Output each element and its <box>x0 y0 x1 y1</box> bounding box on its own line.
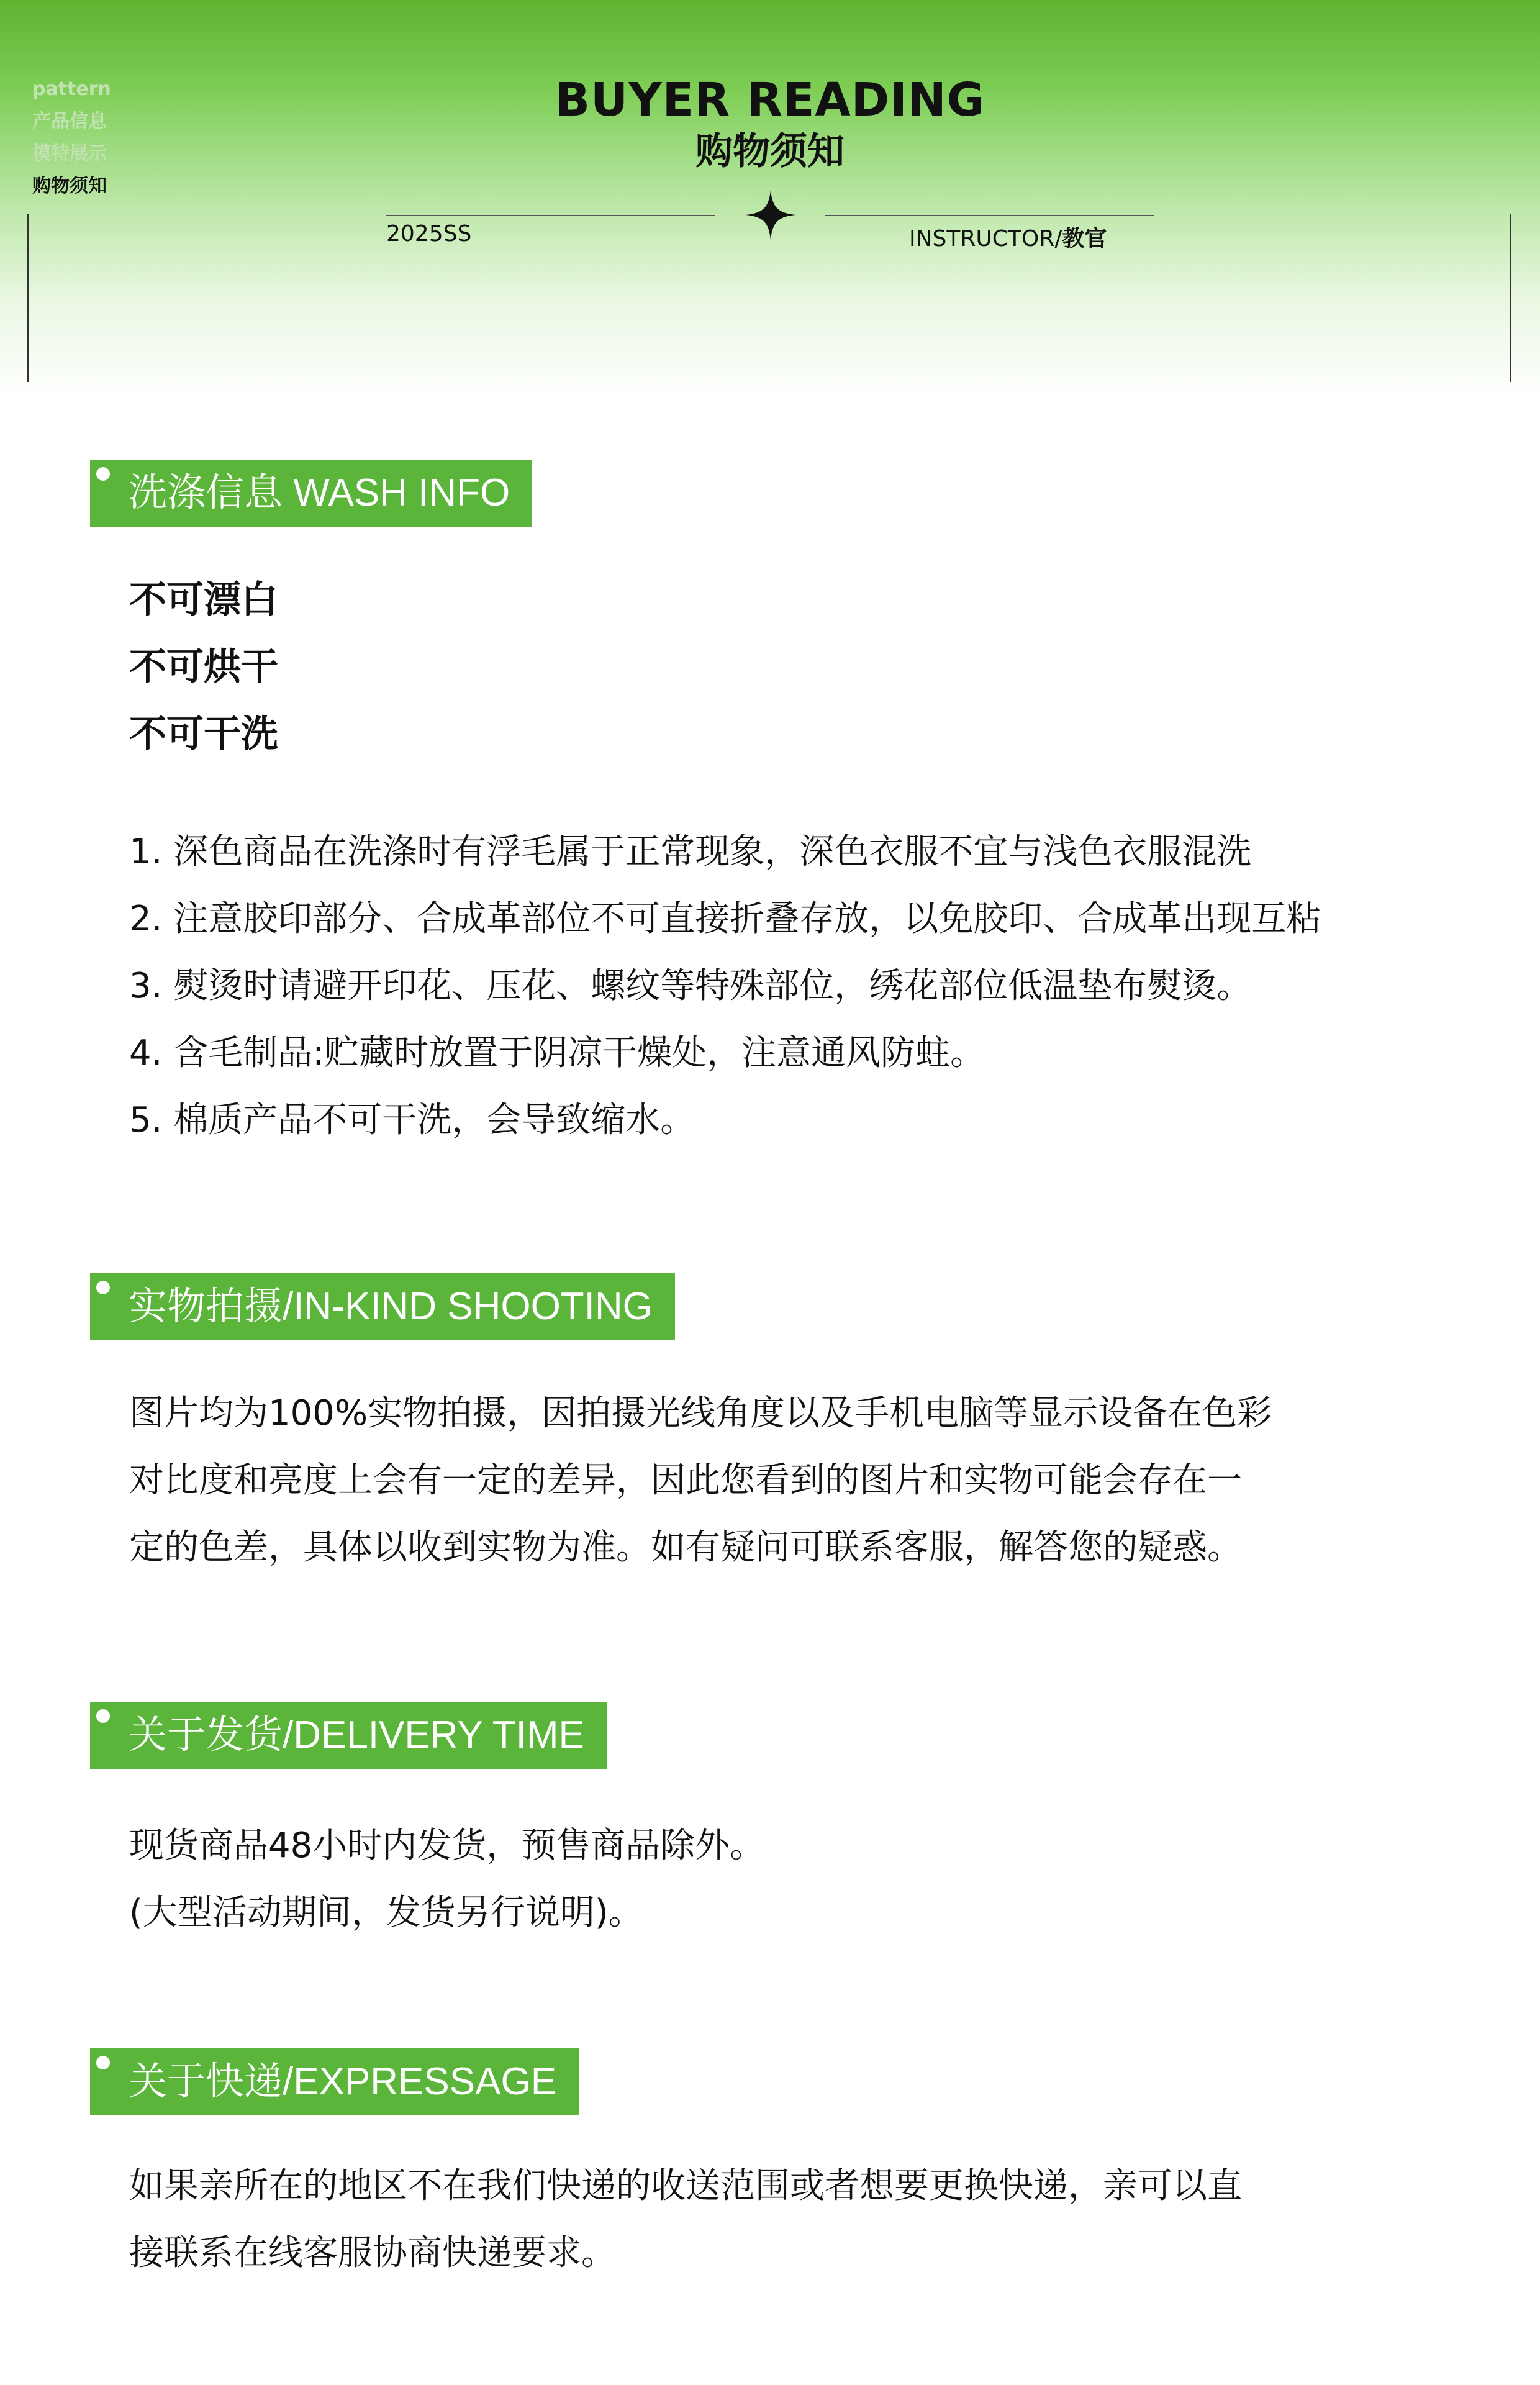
bullet-dot-icon <box>96 467 110 481</box>
wash-info-content <box>129 566 1464 1154</box>
page-title-cn: 购物须知 <box>695 130 845 173</box>
page-title-en: BUYER READING <box>555 73 985 127</box>
delivery-text-line: (大型活动期间，发货另行说明)。 <box>129 1892 643 1933</box>
expressage-content <box>129 2153 1464 2287</box>
bullet-dot-icon <box>96 2056 110 2069</box>
nav-item-2[interactable]: 产品信息 <box>32 111 107 132</box>
delivery-text-line: 现货商品48小时内发货，预售商品除外。 <box>129 1825 765 1866</box>
divider-left <box>386 215 715 216</box>
expressage-text-line: 接联系在线客服协商快递要求。 <box>129 2233 616 2273</box>
four-point-star-icon <box>746 190 795 240</box>
left-frame-line <box>27 214 29 382</box>
section-heading-text: 实物拍摄/IN-KIND SHOOTING <box>129 1285 653 1328</box>
section-heading-expressage <box>90 2048 579 2115</box>
shooting-content <box>129 1380 1464 1581</box>
shooting-text-line: 定的色差，具体以收到实物为准。如有疑问可联系客服，解答您的疑惑。 <box>129 1527 1242 1568</box>
nav-item-1[interactable]: pattern <box>32 78 111 100</box>
nav-item-4-active[interactable]: 购物须知 <box>32 175 107 197</box>
section-heading-text: 关于快递/EXPRESSAGE <box>129 2060 557 2103</box>
shooting-text-line: 对比度和亮度上会有一定的差异，因此您看到的图片和实物可能会存在一 <box>129 1460 1242 1501</box>
wash-note: 2. 注意胶印部分、合成革部位不可直接折叠存放，以免胶印、合成革出现互粘 <box>129 899 1321 939</box>
instructor-cn: 教官 <box>1062 226 1107 252</box>
section-heading-delivery-time <box>90 1702 607 1769</box>
bullet-dot-icon <box>96 1709 110 1723</box>
wash-rule: 不可干洗 <box>129 712 278 756</box>
wash-note: 3. 熨烫时请避开印花、压花、螺纹等特殊部位，绣花部位低温垫布熨烫。 <box>129 966 1252 1006</box>
wash-note: 5. 棉质产品不可干洗，会导致缩水。 <box>129 1100 695 1140</box>
right-frame-line <box>1510 214 1511 382</box>
instructor-label <box>909 221 1107 253</box>
wash-note: 4. 含毛制品:贮藏时放置于阴凉干燥处，注意通风防蛀。 <box>129 1033 985 1073</box>
expressage-text-line: 如果亲所在的地区不在我们快递的收送范围或者想要更换快递，亲可以直 <box>129 2166 1242 2206</box>
section-heading-in-kind-shooting <box>90 1273 675 1340</box>
section-heading-wash-info <box>90 460 532 527</box>
nav-item-3[interactable]: 模特展示 <box>32 143 107 165</box>
divider-right <box>825 215 1154 216</box>
season-label: 2025SS <box>386 221 472 247</box>
shooting-text-line: 图片均为100%实物拍摄，因拍摄光线角度以及手机电脑等显示设备在色彩 <box>129 1393 1272 1433</box>
delivery-content <box>129 1812 1464 1947</box>
wash-rule: 不可烘干 <box>129 645 278 689</box>
instructor-en: INSTRUCTOR/ <box>909 226 1062 252</box>
wash-rule: 不可漂白 <box>129 578 278 622</box>
wash-note: 1. 深色商品在洗涤时有浮毛属于正常现象，深色衣服不宜与浅色衣服混洗 <box>129 832 1252 872</box>
bullet-dot-icon <box>96 1281 110 1294</box>
section-heading-text: 洗涤信息 WASH INFO <box>129 471 510 514</box>
section-heading-text: 关于发货/DELIVERY TIME <box>129 1714 584 1756</box>
